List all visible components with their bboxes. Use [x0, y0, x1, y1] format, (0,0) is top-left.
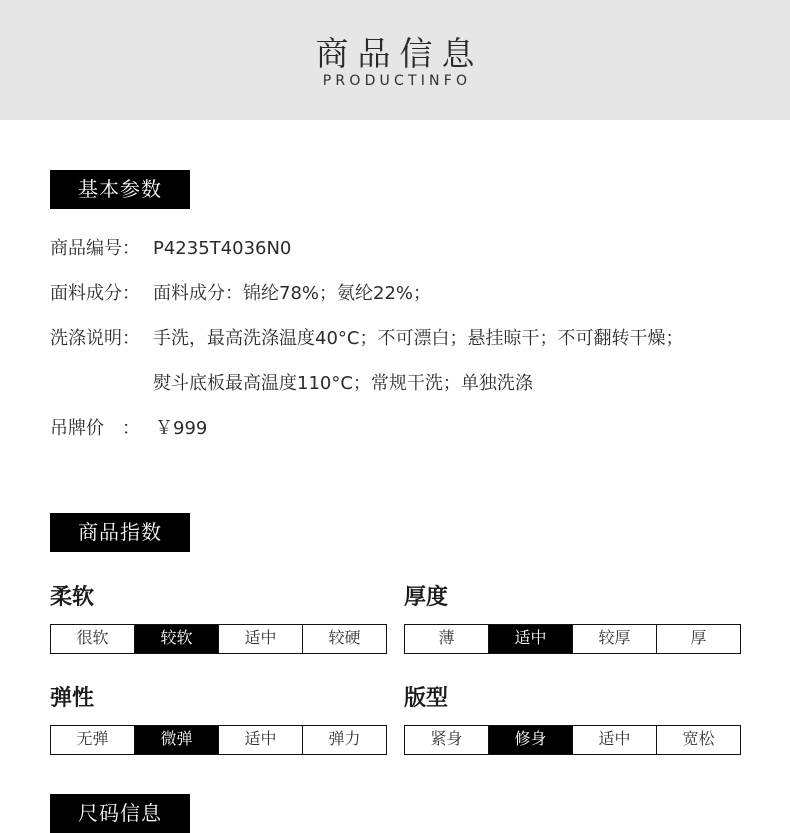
param-price: [50, 418, 208, 440]
elasticity-scale: [50, 725, 387, 755]
section-tag-basic: 基本参数: [50, 170, 190, 209]
elasticity-option: 微弹: [134, 726, 218, 754]
index-softness-title: 柔软: [50, 585, 95, 610]
section-tag-index: 商品指数: [50, 513, 190, 552]
param-price-label: 吊牌价 ：: [50, 418, 140, 439]
softness-option: 很软: [76, 628, 109, 647]
param-code-label: 商品编号：: [50, 238, 140, 259]
param-code-value: P4235T4036N0: [153, 238, 292, 259]
softness-option: 较硬: [302, 625, 386, 653]
param-code: [50, 238, 292, 260]
param-fabric-label: 面料成分：: [50, 283, 140, 304]
thickness-option: 厚: [656, 625, 740, 653]
param-wash: [50, 328, 684, 350]
elasticity-option: 弹力: [302, 726, 386, 754]
index-elasticity-title: 弹性: [50, 686, 95, 711]
page-header: [0, 0, 790, 120]
elasticity-option: 无弹: [76, 729, 109, 748]
index-fit-title: 版型: [404, 686, 449, 711]
thickness-scale: [404, 624, 741, 654]
fit-scale: [404, 725, 741, 755]
softness-option: 较软: [134, 625, 218, 653]
softness-scale: [50, 624, 387, 654]
param-fabric: [50, 283, 432, 305]
thickness-option: 较厚: [572, 625, 656, 653]
index-thickness-title: 厚度: [404, 585, 449, 610]
section-tag-size: 尺码信息: [50, 794, 190, 833]
fit-option: 修身: [488, 726, 572, 754]
param-fabric-value: 面料成分：锦纶78%；氨纶22%；: [153, 283, 432, 304]
fit-option: 紧身: [430, 729, 463, 748]
fit-option: 宽松: [656, 726, 740, 754]
thickness-option: 适中: [488, 625, 572, 653]
softness-option: 适中: [218, 625, 302, 653]
page-subtitle: PRODUCTINFO: [322, 73, 472, 89]
param-wash-label: 洗涤说明：: [50, 328, 140, 349]
fit-option: 适中: [572, 726, 656, 754]
elasticity-option: 适中: [218, 726, 302, 754]
page-title: 商品信息: [315, 34, 484, 73]
param-price-value: ￥999: [155, 418, 208, 439]
param-wash-line1: 手洗，最高洗涤温度40°C；不可漂白；悬挂晾干；不可翻转干燥；: [153, 328, 684, 349]
thickness-option: 薄: [438, 628, 455, 647]
param-wash-line2: 熨斗底板最高温度110°C；常规干洗；单独洗涤: [153, 373, 533, 394]
